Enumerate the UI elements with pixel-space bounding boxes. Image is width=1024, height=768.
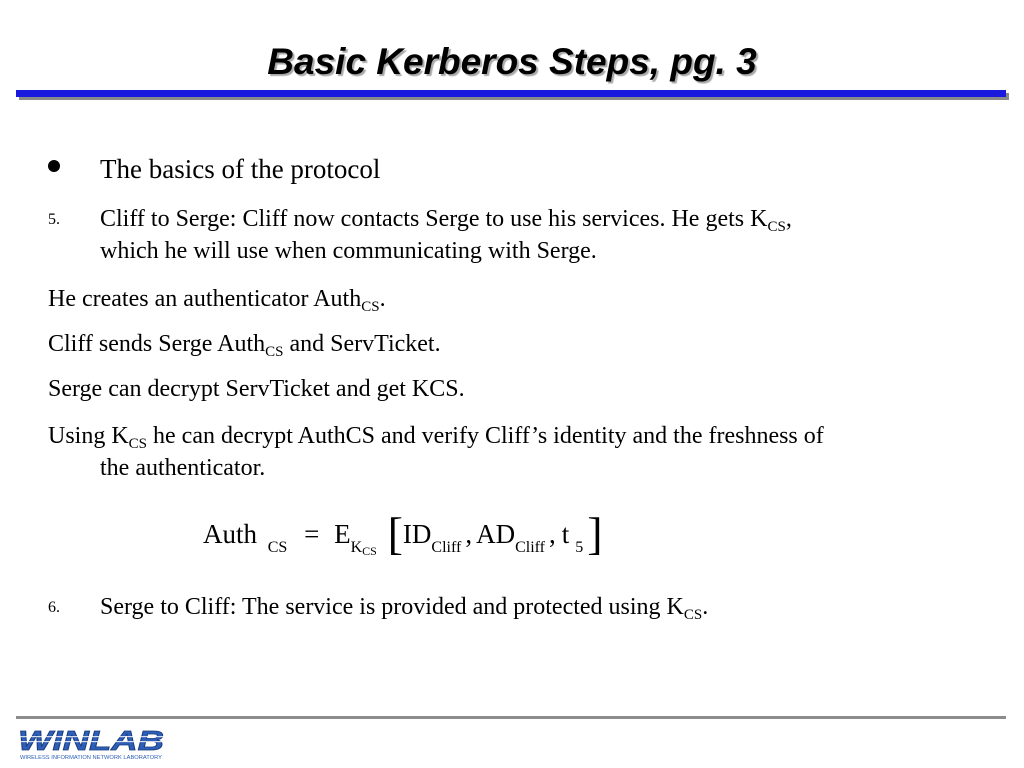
sends-text-b: and ServTicket.	[283, 331, 441, 357]
step-6-text-b: .	[702, 594, 709, 620]
formula-t-sub: 5	[575, 539, 584, 556]
step-5-text-b: ,	[785, 206, 792, 232]
footer-rule	[16, 716, 1006, 719]
formula-ad: AD	[476, 519, 516, 549]
formula-left-bracket: [	[387, 508, 403, 559]
authenticator-sub: CS	[361, 299, 380, 315]
formula-auth: Auth	[203, 519, 257, 549]
decrypt-line: Serge can decrypt ServTicket and get KCS.	[48, 376, 465, 402]
step-5-line-1	[100, 204, 792, 234]
auth-formula	[203, 508, 603, 564]
formula-equals: =	[304, 519, 320, 549]
formula-right-bracket: ]	[587, 508, 603, 559]
formula-k-sub: CS	[362, 544, 377, 558]
formula-comma-1: ,	[465, 519, 473, 549]
using-line-2: the authenticator.	[100, 455, 266, 481]
using-text-b: he can decrypt AuthCS and verify Cliff’s identity and the freshness of	[147, 423, 824, 449]
step-6-line	[100, 592, 708, 622]
sends-sub: CS	[265, 344, 284, 360]
slide-title: Basic Kerberos Steps, pg. 3	[267, 41, 757, 82]
using-text-a: Using K	[48, 423, 129, 449]
sends-line	[48, 329, 441, 359]
formula-e: E	[334, 519, 351, 549]
step-5-text-a: Cliff to Serge: Cliff now contacts Serge to use his services. He gets K	[100, 206, 768, 232]
formula-ad-sub: Cliff	[515, 539, 546, 556]
bullet-text: The basics of the protocol	[100, 154, 381, 184]
step-6-text-a: Serge to Cliff: The service is provided and protected using K	[100, 594, 684, 620]
formula-t: t	[561, 519, 570, 549]
step-5-sub: CS	[767, 219, 786, 235]
formula-id: ID	[402, 519, 432, 549]
formula-id-sub: Cliff	[431, 539, 462, 556]
sends-text-a: Cliff sends Serge Auth	[48, 331, 266, 357]
step-5-line-2: which he will use when communicating with Serge.	[100, 238, 597, 264]
winlab-logo	[16, 726, 168, 762]
using-sub: CS	[128, 436, 148, 452]
authenticator-line	[48, 284, 386, 314]
winlab-logo-subtext: WIRELESS INFORMATION NETWORK LABORATORY	[20, 755, 163, 761]
authenticator-text-a: He creates an authenticator Auth	[48, 286, 362, 312]
step-6-number: 6.	[48, 599, 60, 616]
step-6-sub: CS	[683, 607, 703, 623]
bullet-dot-icon	[48, 160, 60, 172]
formula-k: K	[350, 539, 363, 556]
formula-auth-sub: CS	[267, 539, 288, 556]
authenticator-text-b: .	[379, 286, 386, 312]
step-5-number: 5.	[48, 211, 60, 228]
using-line-1	[48, 421, 824, 451]
formula-comma-2: ,	[549, 519, 556, 549]
